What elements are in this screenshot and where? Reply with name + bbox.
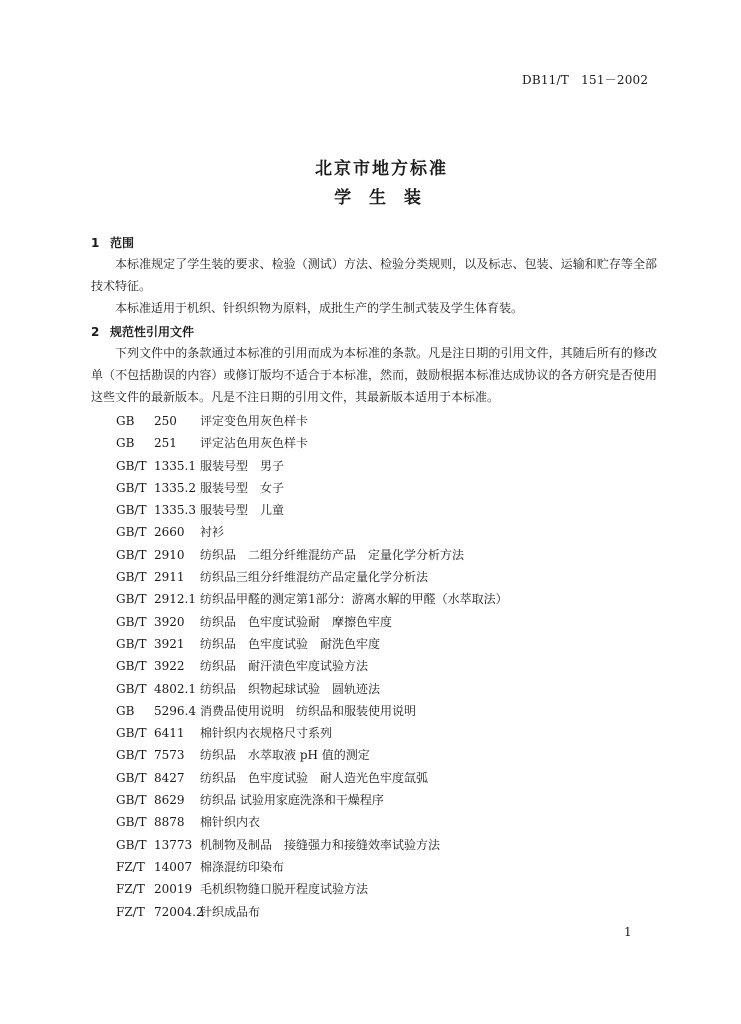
section-1-heading (91, 234, 134, 251)
reference-title: 评定变色用灰色样卡 (200, 414, 309, 428)
reference-standard-prefix: GB/T (116, 793, 147, 808)
reference-standard-prefix: GB/T (116, 659, 147, 674)
reference-number: 1335.3 (154, 503, 196, 518)
reference-item (116, 410, 508, 432)
section-2-heading (91, 323, 194, 340)
reference-title: 针织成品布 (200, 904, 261, 919)
reference-title: 纺织品甲醛的测定第1部分：游离水解的甲醛（水萃取法） (200, 592, 508, 607)
reference-number: 7573 (154, 748, 185, 763)
reference-standard-prefix: GB/T (116, 770, 147, 785)
reference-title: 服装号型 儿童 (200, 503, 285, 518)
reference-item (116, 744, 508, 766)
reference-number: 5296.4 (154, 703, 196, 718)
reference-item (116, 633, 508, 655)
reference-item (116, 878, 508, 900)
reference-title: 消费品使用说明 纺织品和服装使用说明 (200, 703, 417, 718)
reference-standard-prefix: GB/T (116, 815, 147, 830)
reference-item (116, 611, 508, 633)
reference-standard-prefix: GB/T (116, 681, 147, 696)
reference-number: 72004.2 (154, 904, 204, 919)
section-2-paragraph: 下列文件中的条款通过本标准的引用而成为本标准的条款。凡是注日期的引用文件，其随后所有的修改单（不包括勘误的内容）或修订版均不适合于本标准，然而，鼓励根据本标准达成协议的各方研究是否使用这些文件的最新版本。凡是不注日期的引用文件，其最新版本适用于本标准。 (91, 346, 657, 404)
reference-standard-prefix: GB (116, 703, 135, 718)
reference-item (116, 499, 508, 521)
reference-item (116, 811, 508, 833)
section-title: 范围 (110, 236, 135, 250)
reference-standard-prefix: GB/T (116, 570, 147, 585)
reference-item (116, 477, 508, 499)
reference-standard-prefix: GB/T (116, 480, 147, 495)
reference-number: 2660 (154, 525, 185, 540)
reference-title: 纺织品 色牢度试验 耐人造光色牢度氙弧 (200, 770, 429, 785)
section-number: 1 (91, 236, 100, 250)
reference-standard-prefix: GB/T (116, 592, 147, 607)
reference-title: 机制物及制品 接缝强力和接缝效率试验方法 (200, 837, 441, 852)
document-code: DB11/T 151－2002 (522, 73, 649, 87)
normative-reference-list (116, 410, 508, 923)
reference-title: 纺织品 试验用家庭洗涤和干燥程序 (200, 793, 384, 808)
reference-item (116, 566, 508, 588)
reference-number: 8629 (154, 793, 185, 808)
reference-title: 评定沾色用灰色样卡 (200, 436, 309, 451)
reference-item (116, 856, 508, 878)
reference-standard-prefix: GB (116, 436, 135, 451)
reference-number: 6411 (154, 726, 185, 741)
reference-title: 纺织品 二组分纤维混纺产品 定量化学分析方法 (200, 547, 465, 562)
reference-number: 4802.1 (154, 681, 196, 696)
reference-item (116, 455, 508, 477)
reference-title: 服装号型 男子 (200, 458, 285, 473)
document-title: 北京市地方标准 (315, 159, 448, 179)
reference-item (116, 544, 508, 566)
reference-standard-prefix: GB/T (116, 547, 147, 562)
reference-standard-prefix: GB/T (116, 726, 147, 741)
reference-title: 服装号型 女子 (200, 480, 285, 495)
reference-standard-prefix: GB/T (116, 636, 147, 651)
reference-number: 1335.1 (154, 458, 196, 473)
reference-standard-prefix: FZ/T (116, 904, 145, 919)
section-number: 2 (91, 325, 100, 339)
reference-standard-prefix: FZ/T (116, 859, 145, 874)
reference-number: 2910 (154, 547, 185, 562)
document-subtitle: 学 生 装 (334, 188, 427, 208)
reference-number: 2911 (154, 570, 185, 585)
reference-title: 棉针织内衣规格尺寸系列 (200, 726, 333, 741)
reference-standard-prefix: GB/T (116, 748, 147, 763)
reference-item (116, 767, 508, 789)
reference-title: 棉针织内衣 (200, 815, 261, 830)
reference-number: 3921 (154, 636, 185, 651)
reference-number: 20019 (154, 882, 193, 897)
reference-title: 纺织品 耐汗渍色牢度试验方法 (200, 659, 369, 674)
reference-item (116, 655, 508, 677)
reference-standard-prefix: GB/T (116, 525, 147, 540)
section-1-paragraph-1: 本标准规定了学生装的要求、检验（测试）方法、检验分类规则，以及标志、包装、运输和贮存等全部技术特征。 (91, 257, 657, 293)
reference-item (116, 678, 508, 700)
reference-standard-prefix: FZ/T (116, 882, 145, 897)
reference-item (116, 700, 508, 722)
reference-number: 251 (154, 436, 177, 451)
reference-standard-prefix: GB/T (116, 458, 147, 473)
reference-title: 衬衫 (200, 525, 225, 540)
page-number: 1 (624, 925, 632, 939)
reference-item (116, 834, 508, 856)
reference-title: 纺织品 水萃取液 pH 值的测定 (200, 748, 370, 763)
reference-title: 纺织品 色牢度试验 耐洗色牢度 (200, 636, 381, 651)
reference-standard-prefix: GB/T (116, 837, 147, 852)
reference-title: 毛机织物缝口脱开程度试验方法 (200, 882, 369, 897)
reference-number: 8427 (154, 770, 185, 785)
reference-number: 250 (154, 414, 177, 428)
reference-item (116, 789, 508, 811)
reference-title: 纺织品三组分纤维混纺产品定量化学分析法 (200, 570, 429, 585)
reference-number: 14007 (154, 859, 193, 874)
reference-title: 纺织品 色牢度试验耐 摩擦色牢度 (200, 614, 393, 629)
reference-title: 纺织品 织物起球试验 圆轨迹法 (200, 681, 381, 696)
reference-title: 棉涤混纺印染布 (200, 859, 285, 874)
section-1-paragraph-2: 本标准适用于机织、针织织物为原料，成批生产的学生制式装及学生体育装。 (115, 301, 524, 315)
reference-standard-prefix: GB/T (116, 503, 147, 518)
reference-number: 1335.2 (154, 480, 196, 495)
reference-standard-prefix: GB/T (116, 614, 147, 629)
reference-item (116, 432, 508, 454)
reference-item (116, 521, 508, 543)
reference-number: 3922 (154, 659, 185, 674)
reference-number: 3920 (154, 614, 185, 629)
reference-item (116, 722, 508, 744)
reference-item (116, 588, 508, 610)
section-title: 规范性引用文件 (110, 325, 195, 339)
reference-standard-prefix: GB (116, 414, 135, 428)
reference-number: 13773 (154, 837, 193, 852)
reference-number: 2912.1 (154, 592, 196, 607)
reference-item (116, 901, 508, 923)
reference-number: 8878 (154, 815, 185, 830)
